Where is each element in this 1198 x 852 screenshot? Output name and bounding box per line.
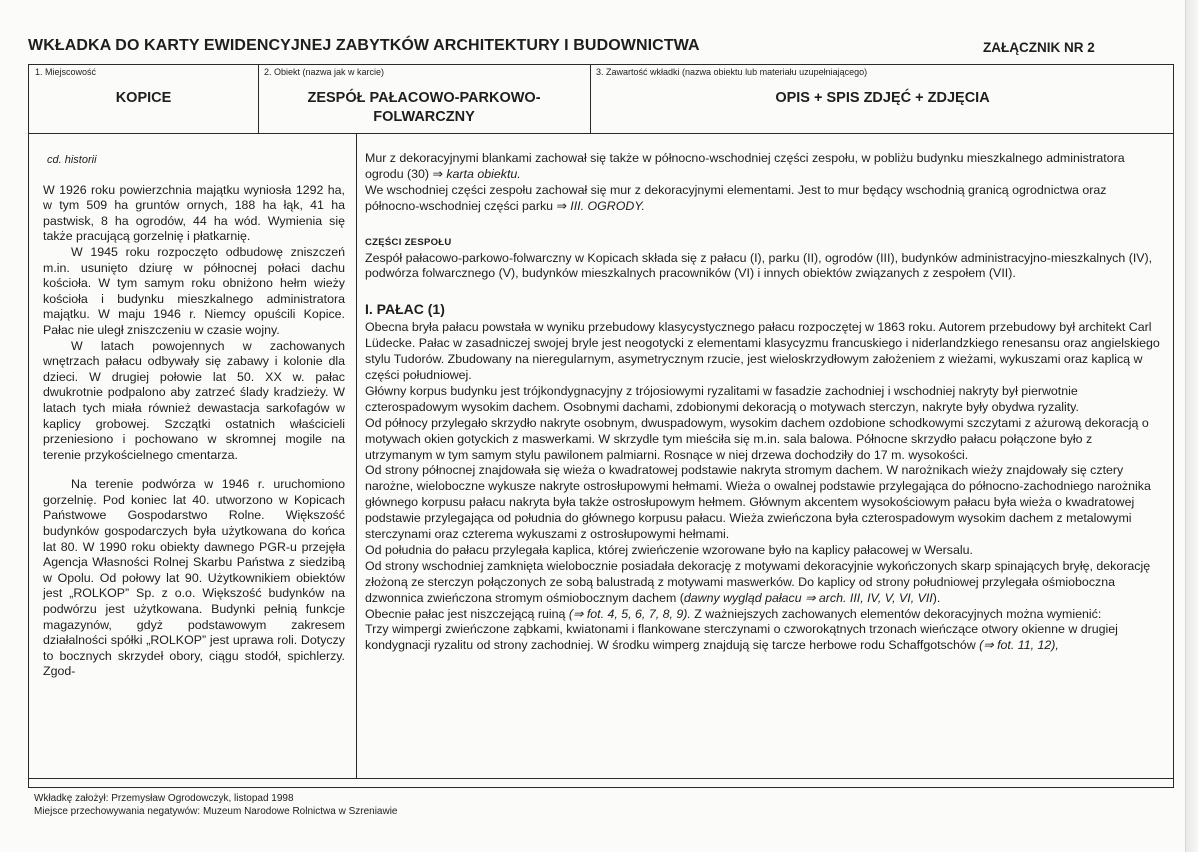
field-locality-label: 1. Miejscowość [35,67,97,77]
description-paragraph: Od południa do pałacu przylegała kaplica, której zwieńczenie wzorowane było na kaplicy pałacowej w Wersalu. [365,542,973,557]
page-title: WKŁADKA DO KARTY EWIDENCYJNEJ ZABYTKÓW ARCHITEKTURY I BUDOWNICTWA [28,37,700,54]
footer-info [34,792,398,818]
field-object-label: 2. Obiekt (nazwa jak w karcie) [264,67,385,77]
history-paragraph: W latach powojennych w zachowanych wnętrzach pałacu odbywały się zabawy i kolonie dla dzieci. W drugiej połowie lat 50. XX w. pałac dwukrotnie podpalono aby zatrzeć ślady kradzieży. W latach tych miała również dewastacja sarkofagów w kaplicy grobowej. Szczątki ostatnich właścicieli przeniesiono i pochowano w skromnej mogile na terenie przykościelnego cmentarza. [43,338,345,462]
field-content-value: OPIS + SPIS ZDJĘĆ + ZDJĘCIA [775,90,990,106]
field-locality-value: KOPICE [115,90,172,106]
column-divider [356,133,357,778]
card-edge [1186,0,1198,852]
author-line: Wkładkę założył: Przemysław Ogrodowczyk, listopad 1998 [34,793,294,804]
section-heading: I. PAŁAC (1) [365,301,445,318]
description-paragraph: Od strony północnej znajdowała się wieża o kwadratowej podstawie nakryta stromym dachem. W narożnikach wieży znajdowały się cztery narożne, wieloboczne wykusze nakryte ostrosłupowymi hełmami. Wieża o owalnej podstawie przylegająca do północno-zachodniego narożnika głównego korpusu pałacu nakryta była także ostrosłupowym hełmem. Głównym akcentem wysokościowym pałacu była wieża o kwadratowej podstawie przylegająca od południa do głównego korpusu pałacu. Wieża zwieńczona była czterospadowym wysokim dachem z metalowymi sterczynami oraz czterema wykuszami z ostrosłupowymi hełmami. [365,463,1151,542]
annex-label: ZAŁĄCZNIK NR 2 [983,40,1095,55]
description-paragraph: We wschodniej części zespołu zachował się mur z dekoracyjnymi elementami. Jest to mur będący wschodnią granicą ogrodnictwa oraz północno-wschodniej części parku ⇒ III. OGRODY. [365,182,1107,213]
section-subheading: CZĘŚCI ZESPOŁU [365,236,452,248]
description-paragraph: Od północy przylegało skrzydło nakryte osobnym, dwuspadowym, wysokim dachem ozdobione schodkowymi szczytami z ażurową dekoracją o motywach okien gotyckich z maswerkami. W skrzydle tym mieściła się m.in. sala balowa. Północne skrzydło pałacu połączone było z utrzymanym w tym samym stylu pawilonem palmiarni. Rosnące w niej drzewa dochodziły do 17 m. wysokości. [365,415,1149,462]
description-paragraph: Obecna bryła pałacu powstała w wyniku przebudowy klasycystycznego pałacu rozpoczętej w 1863 roku. Autorem przebudowy był architekt Carl Lüdecke. Pałac w zasadniczej swojej bryle jest neogotycki z elementami klasycyzmu francuskiego i niderlandzkiego renesansu oraz angielskiego stylu Tudorów. Zbudowany na nieregularnym, asymetrycznym rzucie, jest wieloskrzydłowym założeniem z wieżami, wykuszami oraz kaplicą w części południowej. [365,320,1160,382]
description-column [365,151,1161,654]
description-paragraph: Mur z dekoracyjnymi blankami zachował się także w północno-wschodniej części zespołu, w pobliżu budynku mieszkalnego administratora ogrodu (30) ⇒ karta obiektu. [365,151,1125,181]
footer-divider [29,778,1173,779]
history-column [43,153,345,680]
history-paragraph: W 1945 roku rozpoczęto odbudowę zniszczeń m.in. usunięto dziurę w północnej połaci dachu kościoła. W tym samym roku obniżono hełm wieży kościoła i budynku mieszkalnego administratora majątku. W maju 1946 r. Niemcy opuścili Kopice. Pałac nie uległ zniszczeniu w czasie wojny. [43,244,345,337]
description-paragraph: Obecnie pałac jest niszczejącą ruiną (⇒ fot. 4, 5, 6, 7, 8, 9). Z ważniejszych zachowanych elementów dekoracyjnych można wymienić: [365,606,1102,621]
field-content-label: 3. Zawartość wkładki (nazwa obiektu lub materiału uzupełniającego) [596,67,868,77]
description-paragraph: Główny korpus budynku jest trójkondygnacyjny z trójosiowymi ryzalitami w fasadzie zachodniej i wschodniej nakryty był pierwotnie czterospadowym wysokim dachem. Osobnymi dachami, zdobionymi dekoracją o motywach sterczyn, nakryte były obydwa ryzality. [365,383,1079,414]
description-paragraph: Zespół pałacowo-parkowo-folwarczny w Kopicach składa się z pałacu (I), parku (II), ogrodów (III), budynków administracyjno-mieszkalnych (IV), podwórza folwarcznego (V), budynków mieszkalnych pracowników (VI) i innych obiektów związanych z zespołem (VII). [365,250,1153,281]
header-divider [29,133,1173,134]
description-paragraph: Od strony wschodniej zamknięta wielobocznie posiadała dekorację z motywami dekoracyjnie wykończonych skarp spinających bryłę, dekorację złożoną ze sterczyn połączonych ze sobą balustradą z motywami maswerków. Do kaplicy od strony południowej przylegała ośmioboczna dzwonnica zwieńczona stromym ośmiobocznym dachem (dawny wygląd pałacu ⇒ arch. III, IV, V, VI, VII). [365,558,1151,605]
history-paragraph: W 1926 roku powierzchnia majątku wyniosła 1292 ha, w tym 509 ha gruntów ornych, 188 ha łąk, 41 ha pastwisk, 8 ha ogrodów, 44 ha wód. Wymienia się także pracującą gorzelnię i płatkarnię. [43,182,345,244]
negatives-location-line: Miejsce przechowywania negatywów: Muzeum Narodowe Rolnictwa w Szreniawie [34,806,398,817]
description-paragraph: Trzy wimpergi zwieńczone ząbkami, kwiatonami i flankowane sterczynami o czworokątnych trzonach wieńczące otwory okienne w drugiej kondygnacji ryzalitu od strony zachodniej. W środku wimperg znajdują się tarcze herbowe rodu Schaffgotschów (⇒ fot. 11, 12), [365,622,1118,653]
history-label: cd. historii [47,154,97,166]
field-divider-1 [258,65,259,133]
history-paragraph: Na terenie podwórza w 1946 r. uruchomiono gorzelnię. Pod koniec lat 40. utworzono w Kopicach Państwowe Gospodarstwo Rolne. Większość budynków gospodarczych była użytkowana do końca lat 80. W 1990 roku obiekty dawnego PGR-u przejęła Agencja Własności Rolnej Skarbu Państwa z siedzibą w Opolu. Od połowy lat 90. Użytkownikiem obiektów jest „ROLKOP” Sp. z o.o. Większość budynków na podwórzu jest użytkowana. Budynki pełnią funkcje magazynów, gdyż podstawowym zakresem działalności spółki „ROLKOP” jest uprawa roli. Dotyczy to bocznych skrzydeł obory, ciągu stodół, spichlerzy. Zgod- [43,477,345,679]
field-object-value: ZESPÓŁ PAŁACOWO-PARKOWO-FOLWARCZNY [307,90,541,125]
form-frame [28,64,1174,788]
